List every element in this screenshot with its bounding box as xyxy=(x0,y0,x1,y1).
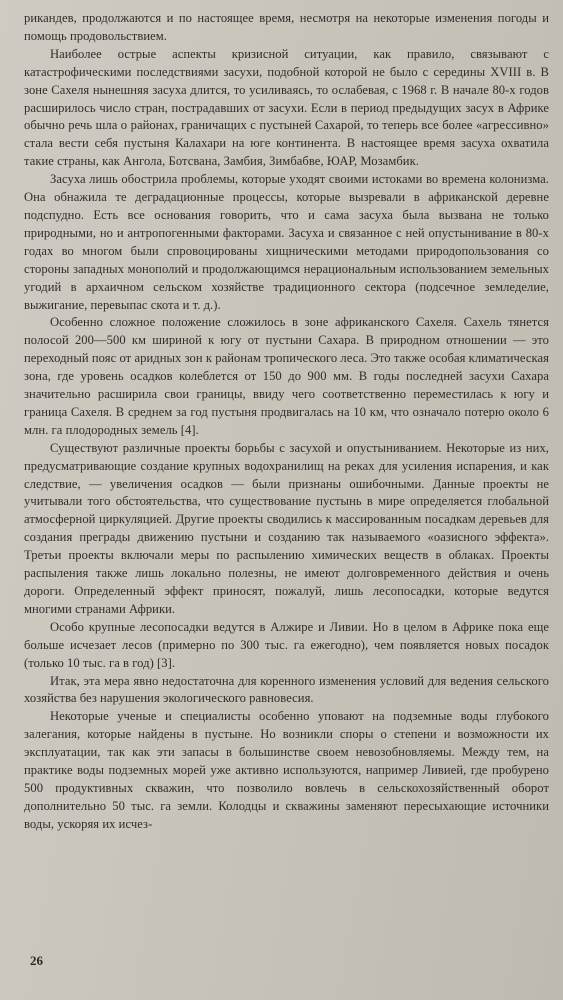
page-number: 26 xyxy=(30,953,43,968)
paragraph-5: Существуют различные проекты борьбы с засухой и опустыниванием. Некоторые из них, предусматривающие создание крупных водохранилищ на реках для усиления испарения, и как следствие, — увеличения осадков — были признаны ошибочными. Данные проекты не учитывали того обстоятельства, что существование пустынь в мире определяется глобальной атмосферной циркуляцией. Другие проекты сводились к массированным посадкам деревьев для создания преграды движению пустыни и созданию так называемого «оазисного эффекта». Третьи проекты включали меры по распылению химических веществ в облаках. Проекты распыления также лишь локально полезны, не имеют долговременного действия и очень дороги. Определенный эффект приносят, пожалуй, лишь лесопосадки, которые ведутся многими странами Африки. xyxy=(24,440,549,616)
paragraph-3: Засуха лишь обострила проблемы, которые уходят своими истоками во времена колонизма. Она обнажила те деградационные процессы, которые вызревали в африканской деревне подспудно. Есть все основания говорить, что и сама засуха была вызвана не только природными, но и антропогенными факторами. Засуха и связанное с ней опустынивание в 80-х годах во многом были спровоцированы хищническими методами природопользования со стороны западных монополий и продолжающимся нерациональным использованием земельных угодий в архаичном сельском хозяйстве традиционного сектора (подсечное земледелие, выжигание, перевыпас скота и т. д.). xyxy=(24,172,549,312)
paragraph-6: Особо крупные лесопосадки ведутся в Алжире и Ливии. Но в целом в Африке пока еще больше исчезает лесов (примерно по 300 тыс. га ежегодно), чем появляется новых посадок (только 10 тыс. га в год) [3]. xyxy=(24,619,549,670)
paragraph-1: рикандев, продолжаются и по настоящее время, несмотря на некоторые изменения погоды и помощь продовольствием. xyxy=(24,11,549,43)
body-text xyxy=(24,10,549,834)
paragraph-2: Наиболее острые аспекты кризисной ситуации, как правило, связывают с катастрофическими последствиями засухи, подобной которой не было с середины XVIII в. В зоне Сахеля нынешняя засуха длится, то усиливаясь, то ослабевая, с 1968 г. В начале 80-х годов расширилось число стран, пострадавших от засухи. Если в период предыдущих засух в Африке обычно речь шла о районах, граничащих с пустыней Сахарой, то теперь все более «агрессивно» стала вести себя пустыня Калахари на юге континента. В настоящее время засуха охватила такие страны, как Ангола, Ботсвана, Замбия, Зимбабве, ЮАР, Мозамбик. xyxy=(24,46,549,169)
paragraph-7: Итак, эта мера явно недостаточна для коренного изменения условий для ведения сельского хозяйства без нарушения экологического равновесия. xyxy=(24,673,549,706)
paragraph-4: Особенно сложное положение сложилось в зоне африканского Сахеля. Сахель тянется полосой 200—500 км шириной к югу от пустыни Сахара. В природном отношении — это переходный пояс от аридных зон к районам тропического леса. Это также особая климатическая зона, где уровень осадков колеблется от 150 до 900 мм. В годы последней засухи Сахара значительно расширила свои границы, ввиду чего соответственно переместилась к югу и граница Сахеля. В среднем за год пустыня продвигалась на 10 км, что означало потерю около 6 млн. га плодородных земель [4]. xyxy=(24,315,549,437)
paragraph-8: Некоторые ученые и специалисты особенно уповают на подземные воды глубокого залегания, которые найдены в пустыне. Но возникли споры о степени и возможности их эксплуатации, так как эти запасы в большинстве своем невозобновляемы. Между тем, на практике воды подземных морей уже активно используются, например Ливией, где пробурено 500 продуктивных скважин, что позволило вовлечь в сельскохозяйственный оборот дополнительно 50 тыс. га земли. Колодцы и скважины заменяют пересыхающие источники воды, ускоряя их исчез- xyxy=(24,709,549,831)
